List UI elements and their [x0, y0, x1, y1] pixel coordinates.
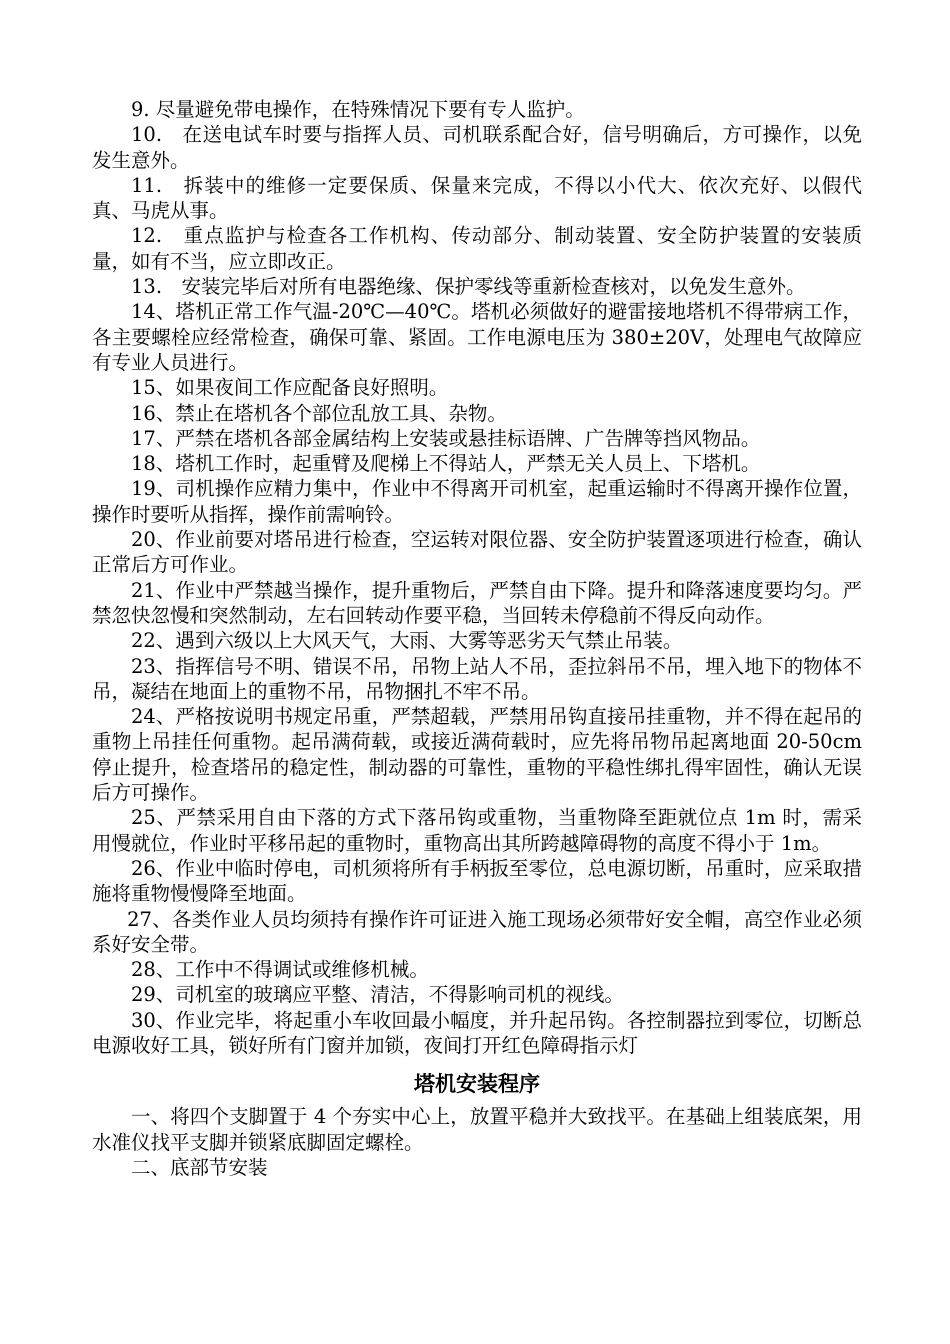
document-body	[92, 97, 862, 1180]
paragraph-21: 21、作业中严禁越当操作，提升重物后，严禁自由下降。提升和降落速度要均匀。严禁忽快忽慢和突然制动，左右回转动作要平稳，当回转未停稳前不得反向动作。	[92, 578, 862, 627]
install-step-2: 二、底部节安装	[131, 1155, 268, 1179]
paragraph-16: 16、禁止在塔机各个部位乱放工具、杂物。	[131, 401, 507, 425]
paragraph-27: 27、各类作业人员均须持有操作许可证进入施工现场必须带好安全帽，高空作业必须系好安全带。	[92, 907, 862, 956]
paragraph-19: 19、司机操作应精力集中，作业中不得离开司机室，起重运输时不得离开操作位置，操作时要听从指挥，操作前需响铃。	[92, 477, 862, 526]
paragraph-23: 23、指挥信号不明、错误不吊，吊物上站人不吊，歪拉斜吊不吊，埋入地下的物体不吊，凝结在地面上的重物不吊，吊物捆扎不牢不吊。	[92, 654, 862, 703]
paragraph-26: 26、作业中临时停电，司机须将所有手柄扳至零位，总电源切断，吊重时，应采取措施将重物慢慢降至地面。	[92, 856, 862, 906]
section-title: 塔机安装程序	[414, 1071, 540, 1097]
paragraph-29: 29、司机室的玻璃应平整、清洁，不得影响司机的视线。	[131, 983, 624, 1007]
paragraph-12: 12. 重点监护与检查各工作机构、传动部分、制动装置、安全防护装置的安装质量，如有不当，应立即改正。	[92, 224, 862, 273]
paragraph-10: 10. 在送电试车时要与指挥人员、司机联系配合好，信号明确后，方可操作，以免发生意外。	[92, 123, 862, 172]
paragraph-9: 9. 尽量避免带电操作，在特殊情况下要有专人监护。	[131, 98, 585, 121]
paragraph-13: 13. 安装完毕后对所有电器绝缘、保护零线等重新检查核对，以免发生意外。	[131, 275, 806, 299]
paragraph-22: 22、遇到六级以上大风天气，大雨、大雾等恶劣天气禁止吊装。	[131, 629, 683, 653]
paragraph-17: 17、严禁在塔机各部金属结构上安装或悬挂标语牌、广告牌等挡风物品。	[131, 426, 761, 450]
paragraph-20: 20、作业前要对塔吊进行检查，空运转对限位器、安全防护装置逐项进行检查，确认正常后方可作业。	[92, 528, 862, 577]
paragraph-30: 30、作业完毕，将起重小车收回最小幅度，并升起吊钩。各控制器拉到零位，切断总电源收好工具，锁好所有门窗并加锁，夜间打开红色障碍指示灯	[92, 1008, 862, 1057]
paragraph-28: 28、工作中不得调试或维修机械。	[131, 958, 429, 982]
paragraph-15: 15、如果夜间工作应配备良好照明。	[131, 376, 449, 400]
paragraph-11: 11. 拆装中的维修一定要保质、保量来完成，不得以小代大、依次充好、以假代真、马虎从事。	[92, 173, 862, 223]
install-step-1: 一、将四个支脚置于 4 个夯实中心上，放置平稳并大致找平。在基础上组装底架，用水准仪找平支脚并锁紧底脚固定螺栓。	[92, 1105, 862, 1154]
paragraph-18: 18、塔机工作时，起重臂及爬梯上不得站人，严禁无关人员上、下塔机。	[131, 452, 761, 476]
paragraph-24: 24、严格按说明书规定吊重，严禁超载，严禁用吊钩直接吊挂重物，并不得在起吊的重物上吊挂任何重物。起吊满荷载，或接近满荷载时，应先将吊物吊起离地面 20-50cm 停止提升，检查塔吊的稳定性，制动器的可靠性，重物的平稳性绑扎得牢固性，确认无误后方可操作。	[92, 705, 862, 805]
paragraph-25: 25、严禁采用自由下落的方式下落吊钩或重物，当重物降至距就位点 1m 时，需采用慢就位，作业时平移吊起的重物时，重物高出其所跨越障碍物的高度不得小于 1m。	[92, 806, 862, 855]
paragraph-14: 14、塔机正常工作气温-20℃—40℃。塔机必须做好的避雷接地塔机不得带病工作，各主要螺栓应经常检查，确保可靠、紧固。工作电源电压为 380±20V，处理电气故障应有专业人员进行。	[92, 300, 862, 374]
